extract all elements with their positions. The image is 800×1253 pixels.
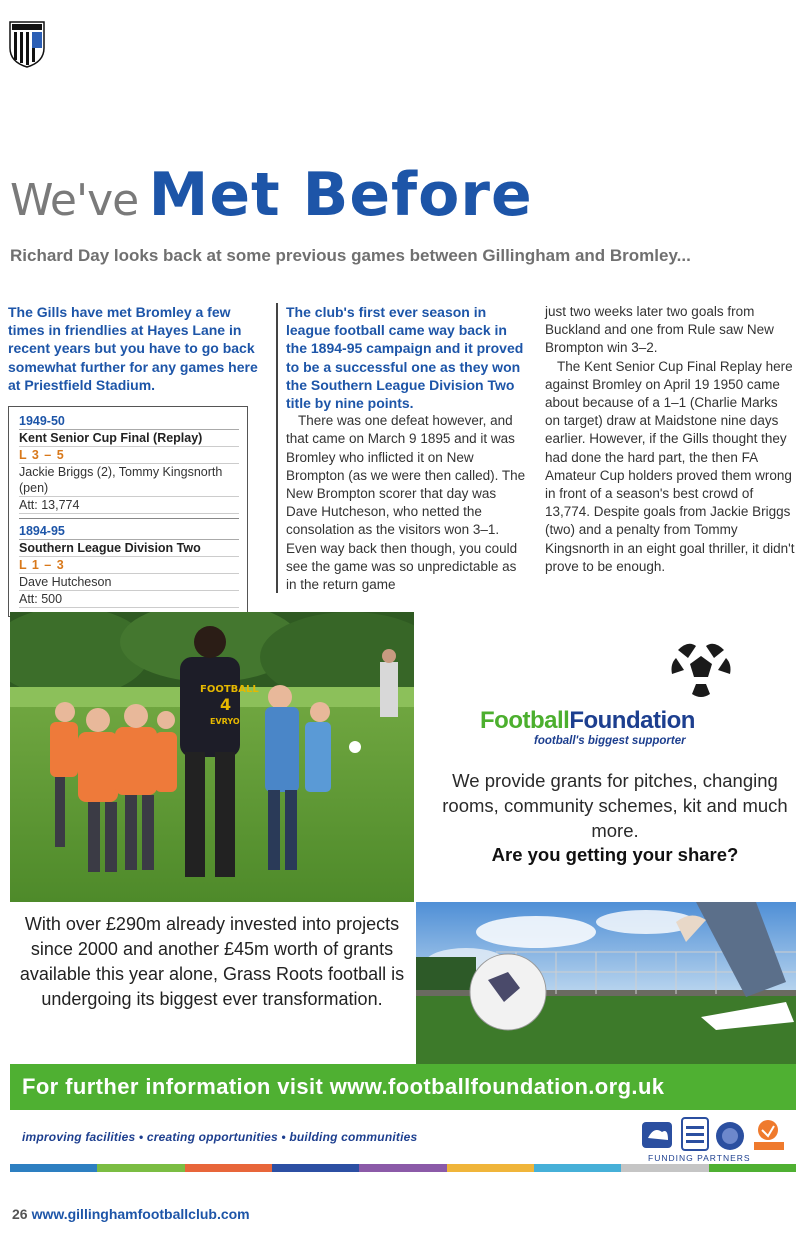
kids-training-photo (10, 612, 414, 902)
result-attendance: Att: 13,774 (19, 497, 239, 514)
standfirst: Richard Day looks back at some previous games between Gillingham and Bromley... (10, 246, 691, 265)
result-attendance: Att: 500 (19, 591, 239, 608)
page-title (10, 160, 533, 230)
column-2-body: There was one defeat however, and that came on March 9 1895 and it was Bromley who inflicted it on New Brompton (as we were then called). The New Brompton scorer that day was Dave Hutcheson, who netted the consolation as the visitors won 3–1. Even way back then though, you could see the game was so unpredictable as in the return game (286, 413, 526, 593)
advert-copy: We provide grants for pitches, changing rooms, community schemes, kit and much more. (442, 770, 788, 841)
page-number: 26 (12, 1206, 28, 1222)
logo-part-1: Football (480, 707, 570, 734)
result-season: 1894-95 (19, 523, 239, 540)
shirt-name: FOOTBALL (200, 684, 259, 695)
title-bold: Met Before (148, 160, 533, 230)
result-scorers: Dave Hutcheson (19, 574, 239, 591)
club-website-link[interactable]: www.gillinghamfootballclub.com (31, 1206, 250, 1222)
football-foundation-advert (10, 612, 796, 1112)
result-season: 1949-50 (19, 413, 239, 430)
football-foundation-logo (480, 707, 695, 735)
club-crest-icon (8, 20, 46, 68)
result-competition: Southern League Division Two (19, 540, 239, 557)
colour-stripe (10, 1164, 796, 1172)
intro-paragraph: The Gills have met Bromley a few times in friendlies at Hayes Lane in recent years but you have to go back somewhat further for any games here at Priestfield Stadium. (8, 304, 258, 393)
result-score: L 1 – 3 (19, 557, 239, 574)
result-scorers: Jackie Briggs (2), Tommy Kingsnorth (pen) (19, 464, 239, 497)
football-pitch-photo (416, 902, 796, 1064)
shirt-number: 4 (220, 695, 232, 714)
advert-question: Are you getting your share? (491, 844, 739, 865)
logo-tagline: football's biggest supporter (534, 735, 686, 747)
column-2 (276, 303, 530, 593)
football-foundation-ball-icon (666, 634, 736, 704)
title-light: We've (10, 175, 139, 226)
column-1 (8, 303, 258, 617)
column-3-paragraph-1: just two weeks later two goals from Buckland and one from Rule saw New Brompton win 3–2. (545, 304, 774, 356)
page-footer (12, 1206, 250, 1222)
foundation-tagline: improving facilities • creating opportunities • building communities (22, 1130, 418, 1144)
column-2-lead: The club's first ever season in league football came way back in the 1894-95 campaign and it proved to be a successful one as they won the Southern League Division Two title by nine points. (286, 304, 524, 412)
column-3 (545, 303, 795, 576)
result-item (19, 518, 239, 612)
result-competition: Kent Senior Cup Final (Replay) (19, 430, 239, 447)
funding-partners-label: FUNDING PARTNERS (648, 1153, 751, 1163)
results-box (8, 406, 248, 617)
column-3-paragraph-2: The Kent Senior Cup Final Replay here against Bromley on April 19 1950 came about because of a 1–1 (Charlie Marks on target) draw at Maidstone nine days earlier. However, if the Gills thought they had done the hard part, the then FA Amateur Cup holders proved them wrong in front of a season's best crowd of 13,774. Despite goals from Jackie Briggs (two) and a penalty from Tommy Kingsnorth in an eight goal thriller, it didn't prove to be enough. (545, 358, 795, 574)
result-score: L 3 – 5 (19, 447, 239, 464)
shirt-text: EVRYO (210, 717, 240, 726)
result-item (19, 413, 239, 518)
logo-part-2: Foundation (569, 707, 695, 734)
cta-banner: For further information visit www.footballfoundation.org.uk (10, 1064, 796, 1110)
investment-text: With over £290m already invested into projects since 2000 and another £45m worth of grants available this year alone, Grass Roots football is undergoing its biggest ever transformation. (19, 914, 405, 1009)
